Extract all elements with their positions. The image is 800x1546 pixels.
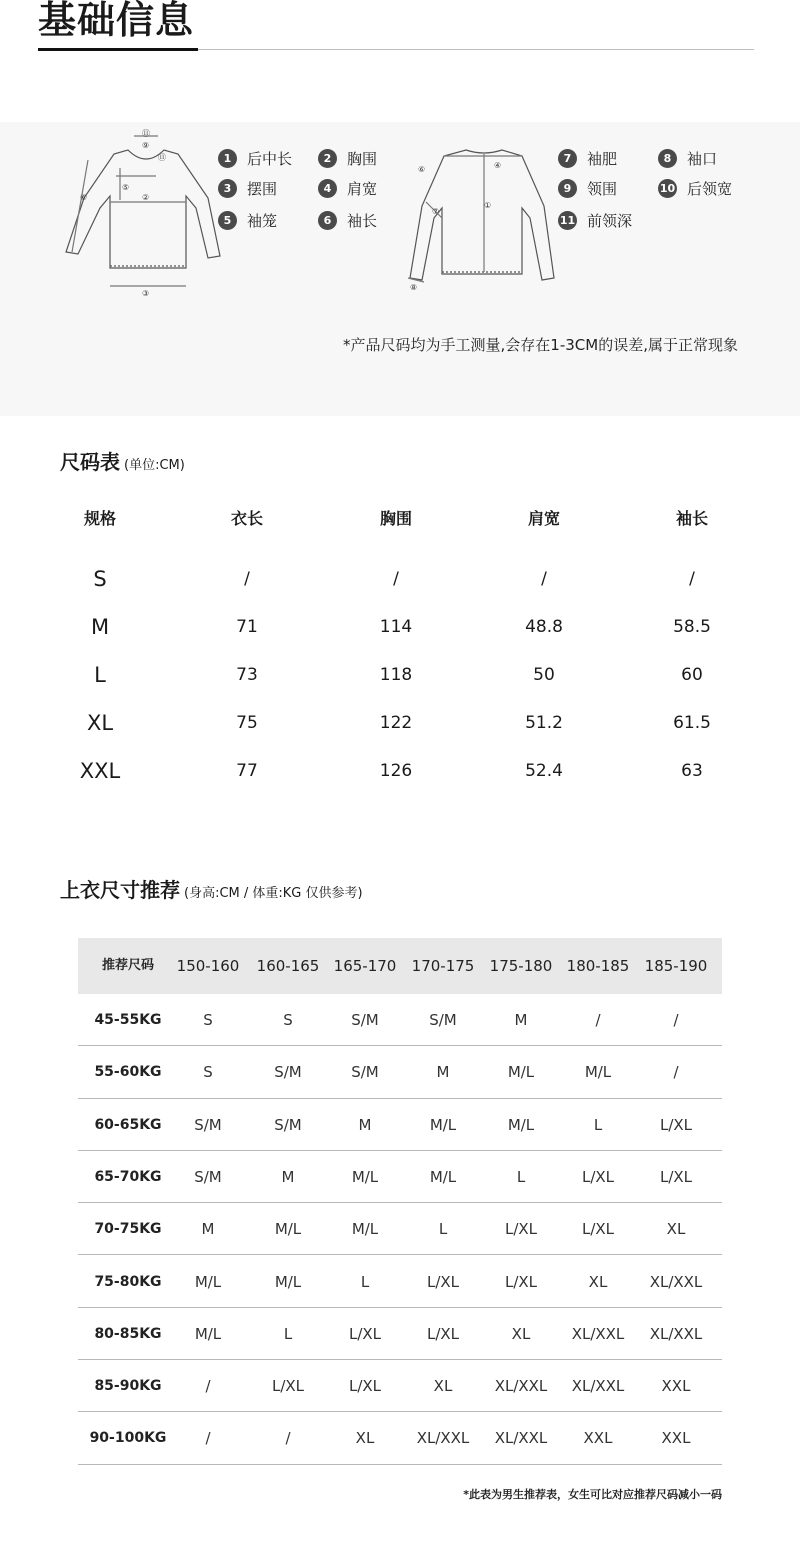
recommend-size-cell: S/M (351, 1011, 379, 1029)
recommend-size-cell: M/L (274, 1220, 302, 1239)
recommend-size-cell: L (360, 1272, 370, 1291)
size-cell-shoulder: 50 (533, 665, 555, 685)
size-header-length: 衣长 (230, 509, 263, 528)
legend-label-back-length: 后中长 (247, 150, 293, 168)
legend-item-5 (218, 210, 277, 231)
recommend-size-cell: / (595, 1011, 601, 1029)
recommend-size-cell: XXL (661, 1377, 691, 1396)
legend-label-shoulder: 肩宽 (347, 180, 378, 198)
recommend-size-cell: M (436, 1063, 450, 1082)
recommend-size-cell: S (203, 1011, 213, 1029)
recommend-size-cell: XL/XXL (649, 1272, 703, 1291)
recommend-size-cell: S/M (274, 1063, 302, 1082)
recommend-header-height: 170-175 (411, 957, 475, 975)
recommend-size-cell: / (205, 1429, 211, 1448)
legend-number-10: 10 (658, 179, 677, 198)
back-label-back-length: ① (484, 201, 492, 210)
recommend-header-height: 160-165 (256, 957, 320, 975)
back-label-sleeve-length: ⑥ (418, 165, 426, 174)
size-cell-chest: 118 (379, 665, 413, 685)
recommend-row (78, 1203, 722, 1255)
recommend-header-height: 185-190 (644, 957, 708, 975)
size-table-row (40, 699, 760, 747)
recommend-row (78, 1099, 722, 1151)
recommend-size-cell: / (673, 1063, 679, 1082)
front-label-armhole: ⑤ (122, 183, 130, 192)
recommend-weight-label: 90-100KG (89, 1430, 167, 1447)
recommend-row (78, 1412, 722, 1464)
recommend-size-cell: M/L (429, 1115, 457, 1134)
recommend-header-height: 150-160 (176, 957, 240, 975)
legend-number-8: 8 (658, 149, 677, 168)
legend-item-7 (558, 148, 617, 169)
legend-number-9: 9 (558, 179, 577, 198)
front-label-chest: ② (142, 193, 150, 202)
legend-item-9 (558, 178, 617, 199)
size-cell-chest: 114 (379, 617, 413, 637)
recommend-size-cell: S (283, 1011, 293, 1029)
legend-item-4 (318, 178, 377, 199)
recommend-size-cell: / (285, 1429, 291, 1448)
recommend-row (78, 1151, 722, 1203)
recommend-size-cell: M (514, 1011, 528, 1029)
front-label-neck-circ: ⑨ (142, 141, 150, 150)
size-cell-chest: 126 (379, 761, 413, 781)
legend-item-2 (318, 148, 377, 169)
recommend-header-height: 180-185 (566, 957, 630, 975)
size-table-title: 尺码表 (60, 450, 120, 474)
recommend-size-cell: L/XL (426, 1272, 460, 1291)
size-table-unit: (单位:CM) (124, 458, 185, 473)
recommend-size-cell: L (438, 1220, 448, 1239)
size-cell-spec: L (94, 663, 106, 687)
recommend-size-cell: XL/XXL (494, 1377, 548, 1396)
recommend-size-cell: L (593, 1115, 603, 1134)
size-cell-sleeve: 60 (681, 665, 703, 685)
recommend-size-cell: M/L (584, 1063, 612, 1082)
legend-number-2: 2 (318, 149, 337, 168)
size-table-row (40, 555, 760, 603)
legend-number-6: 6 (318, 211, 337, 230)
size-cell-chest: / (393, 569, 399, 589)
size-cell-length: 71 (236, 617, 258, 637)
size-cell-spec: XL (86, 711, 114, 735)
legend-number-1: 1 (218, 149, 237, 168)
size-header-spec: 规格 (83, 509, 116, 528)
size-cell-length: 77 (236, 761, 258, 781)
recommend-size-cell: / (205, 1377, 211, 1396)
recommend-row (78, 1360, 722, 1412)
recommend-size-cell: L/XL (504, 1272, 538, 1291)
legend-item-1 (218, 148, 292, 169)
recommend-row (78, 1046, 722, 1098)
legend-label-front-neck-depth: 前领深 (587, 212, 633, 230)
section-header (38, 0, 754, 50)
recommend-size-cell: L/XL (426, 1324, 460, 1343)
legend-number-3: 3 (218, 179, 237, 198)
recommend-header-height: 165-170 (333, 957, 397, 975)
recommend-header-label: 推荐尺码 (101, 958, 154, 973)
size-header-shoulder: 肩宽 (527, 509, 560, 528)
recommend-size-cell: M/L (274, 1272, 302, 1291)
size-cell-length: 75 (236, 713, 258, 733)
recommend-weight-label: 85-90KG (94, 1378, 162, 1395)
legend-label-sleeve-length: 袖长 (347, 212, 378, 230)
recommend-weight-label: 80-85KG (94, 1325, 162, 1342)
legend-label-bicep: 袖肥 (587, 150, 618, 168)
size-cell-spec: S (93, 567, 107, 591)
size-table-heading (60, 446, 185, 475)
recommend-size-cell: L/XL (581, 1167, 615, 1186)
recommend-size-cell: L (516, 1167, 526, 1186)
back-garment-diagram (404, 128, 564, 296)
recommend-unit: (身高:CM / 体重:KG 仅供参考) (184, 886, 363, 901)
recommend-footnote: *此表为男生推荐表，女生可比对应推荐尺码减小一码 (463, 1488, 722, 1501)
size-cell-sleeve: 63 (681, 761, 703, 781)
size-cell-spec: XXL (79, 759, 121, 783)
recommend-size-cell: S/M (351, 1063, 379, 1082)
size-table-row (40, 651, 760, 699)
size-cell-shoulder: / (541, 569, 547, 589)
recommend-size-cell: / (673, 1011, 679, 1029)
front-label-hem: ③ (142, 289, 150, 298)
size-table-row (40, 747, 760, 795)
recommend-size-cell: M/L (194, 1272, 222, 1291)
legend-label-chest: 胸围 (347, 150, 378, 168)
recommend-size-cell: L/XL (659, 1167, 693, 1186)
size-cell-sleeve: 58.5 (673, 617, 711, 637)
recommend-header-height: 175-180 (489, 957, 553, 975)
size-cell-length: / (244, 569, 250, 589)
size-cell-shoulder: 51.2 (525, 713, 563, 733)
recommend-size-cell: S/M (194, 1115, 222, 1134)
recommend-size-cell: M (201, 1220, 215, 1239)
recommend-weight-label: 70-75KG (94, 1221, 162, 1238)
size-cell-sleeve: / (689, 569, 695, 589)
page-title: 基础信息 (38, 0, 195, 42)
recommend-size-cell: XXL (583, 1429, 613, 1448)
front-label-front-neck-depth: ⑪ (158, 153, 166, 162)
recommend-size-cell: XL/XXL (571, 1377, 625, 1396)
legend-item-6 (318, 210, 377, 231)
size-cell-spec: M (90, 615, 110, 639)
recommend-size-cell: M/L (507, 1063, 535, 1082)
recommend-row (78, 1308, 722, 1360)
recommend-size-cell: M (281, 1167, 295, 1186)
recommend-size-cell: XL/XXL (649, 1324, 703, 1343)
recommend-size-cell: S/M (274, 1115, 302, 1134)
recommend-size-cell: XL (433, 1377, 453, 1396)
legend-number-4: 4 (318, 179, 337, 198)
recommend-weight-label: 45-55KG (94, 1012, 162, 1028)
recommend-size-cell: XL/XXL (571, 1324, 625, 1343)
recommend-size-cell: L/XL (348, 1377, 382, 1396)
front-garment-diagram (58, 128, 230, 300)
size-header-sleeve: 袖长 (675, 509, 708, 528)
recommend-header-row (78, 938, 722, 994)
recommend-size-cell: M/L (351, 1220, 379, 1239)
recommend-size-cell: M/L (429, 1167, 457, 1186)
recommend-size-cell: M/L (507, 1115, 535, 1134)
legend-item-10 (658, 178, 732, 199)
size-cell-sleeve: 61.5 (673, 713, 711, 733)
legend-label-cuff: 袖口 (687, 150, 718, 168)
legend-item-8 (658, 148, 717, 169)
legend-item-3 (218, 178, 277, 199)
recommend-size-cell: XL/XXL (416, 1429, 470, 1448)
recommend-size-cell: XL/XXL (494, 1429, 548, 1448)
legend-number-7: 7 (558, 149, 577, 168)
legend-number-11: 11 (558, 211, 577, 230)
legend-number-5: 5 (218, 211, 237, 230)
recommend-size-cell: XL (355, 1429, 375, 1448)
measurement-note: *产品尺码均为手工测量,会存在1-3CM的误差,属于正常现象 (343, 336, 738, 354)
size-cell-shoulder: 48.8 (525, 617, 563, 637)
recommend-size-cell: L/XL (271, 1377, 305, 1396)
measurement-diagram-panel (0, 122, 800, 416)
recommend-size-cell: L (283, 1324, 293, 1343)
recommend-size-cell: L/XL (504, 1220, 538, 1239)
recommend-size-cell: XXL (661, 1429, 691, 1448)
recommend-size-cell: L/XL (348, 1324, 382, 1343)
size-table-header-row (40, 495, 760, 543)
recommend-size-cell: XL (666, 1220, 686, 1239)
size-header-chest: 胸围 (379, 509, 412, 528)
recommend-size-cell: M/L (351, 1167, 379, 1186)
recommend-size-cell: M/L (194, 1324, 222, 1343)
legend-label-hem: 摆围 (247, 180, 278, 198)
legend-label-back-neck-width: 后领宽 (687, 180, 733, 198)
back-label-shoulder: ④ (494, 161, 502, 170)
title-underline (38, 48, 198, 51)
back-label-cuff: ⑧ (410, 283, 418, 292)
recommend-weight-label: 60-65KG (94, 1116, 162, 1133)
recommend-row (78, 994, 722, 1046)
size-cell-length: 73 (236, 665, 258, 685)
recommend-size-cell: L/XL (581, 1220, 615, 1239)
recommend-title: 上衣尺寸推荐 (60, 878, 180, 902)
recommend-row (78, 1256, 722, 1308)
legend-item-11 (558, 210, 632, 231)
recommend-size-cell: S (203, 1063, 213, 1082)
recommend-weight-label: 75-80KG (94, 1273, 162, 1290)
recommend-weight-label: 55-60KG (94, 1064, 162, 1081)
recommend-size-cell: S/M (194, 1167, 222, 1186)
recommend-size-cell: M (358, 1115, 372, 1134)
legend-label-armhole: 袖笼 (247, 212, 278, 230)
back-label-bicep: ⑦ (432, 207, 440, 216)
recommend-weight-label: 65-70KG (94, 1168, 162, 1185)
front-label-neck-width: ⑪ (142, 129, 150, 138)
size-cell-chest: 122 (379, 713, 413, 733)
recommend-size-cell: S/M (429, 1011, 457, 1029)
legend-label-neck-circumference: 领围 (587, 180, 618, 198)
size-table-row (40, 603, 760, 651)
size-cell-shoulder: 52.4 (525, 761, 563, 781)
recommend-size-cell: L/XL (659, 1115, 693, 1134)
recommend-size-cell: XL (588, 1272, 608, 1291)
recommend-heading (60, 874, 363, 903)
recommend-size-cell: XL (511, 1324, 531, 1343)
front-label-sleeve-length: ⑥ (80, 193, 88, 202)
